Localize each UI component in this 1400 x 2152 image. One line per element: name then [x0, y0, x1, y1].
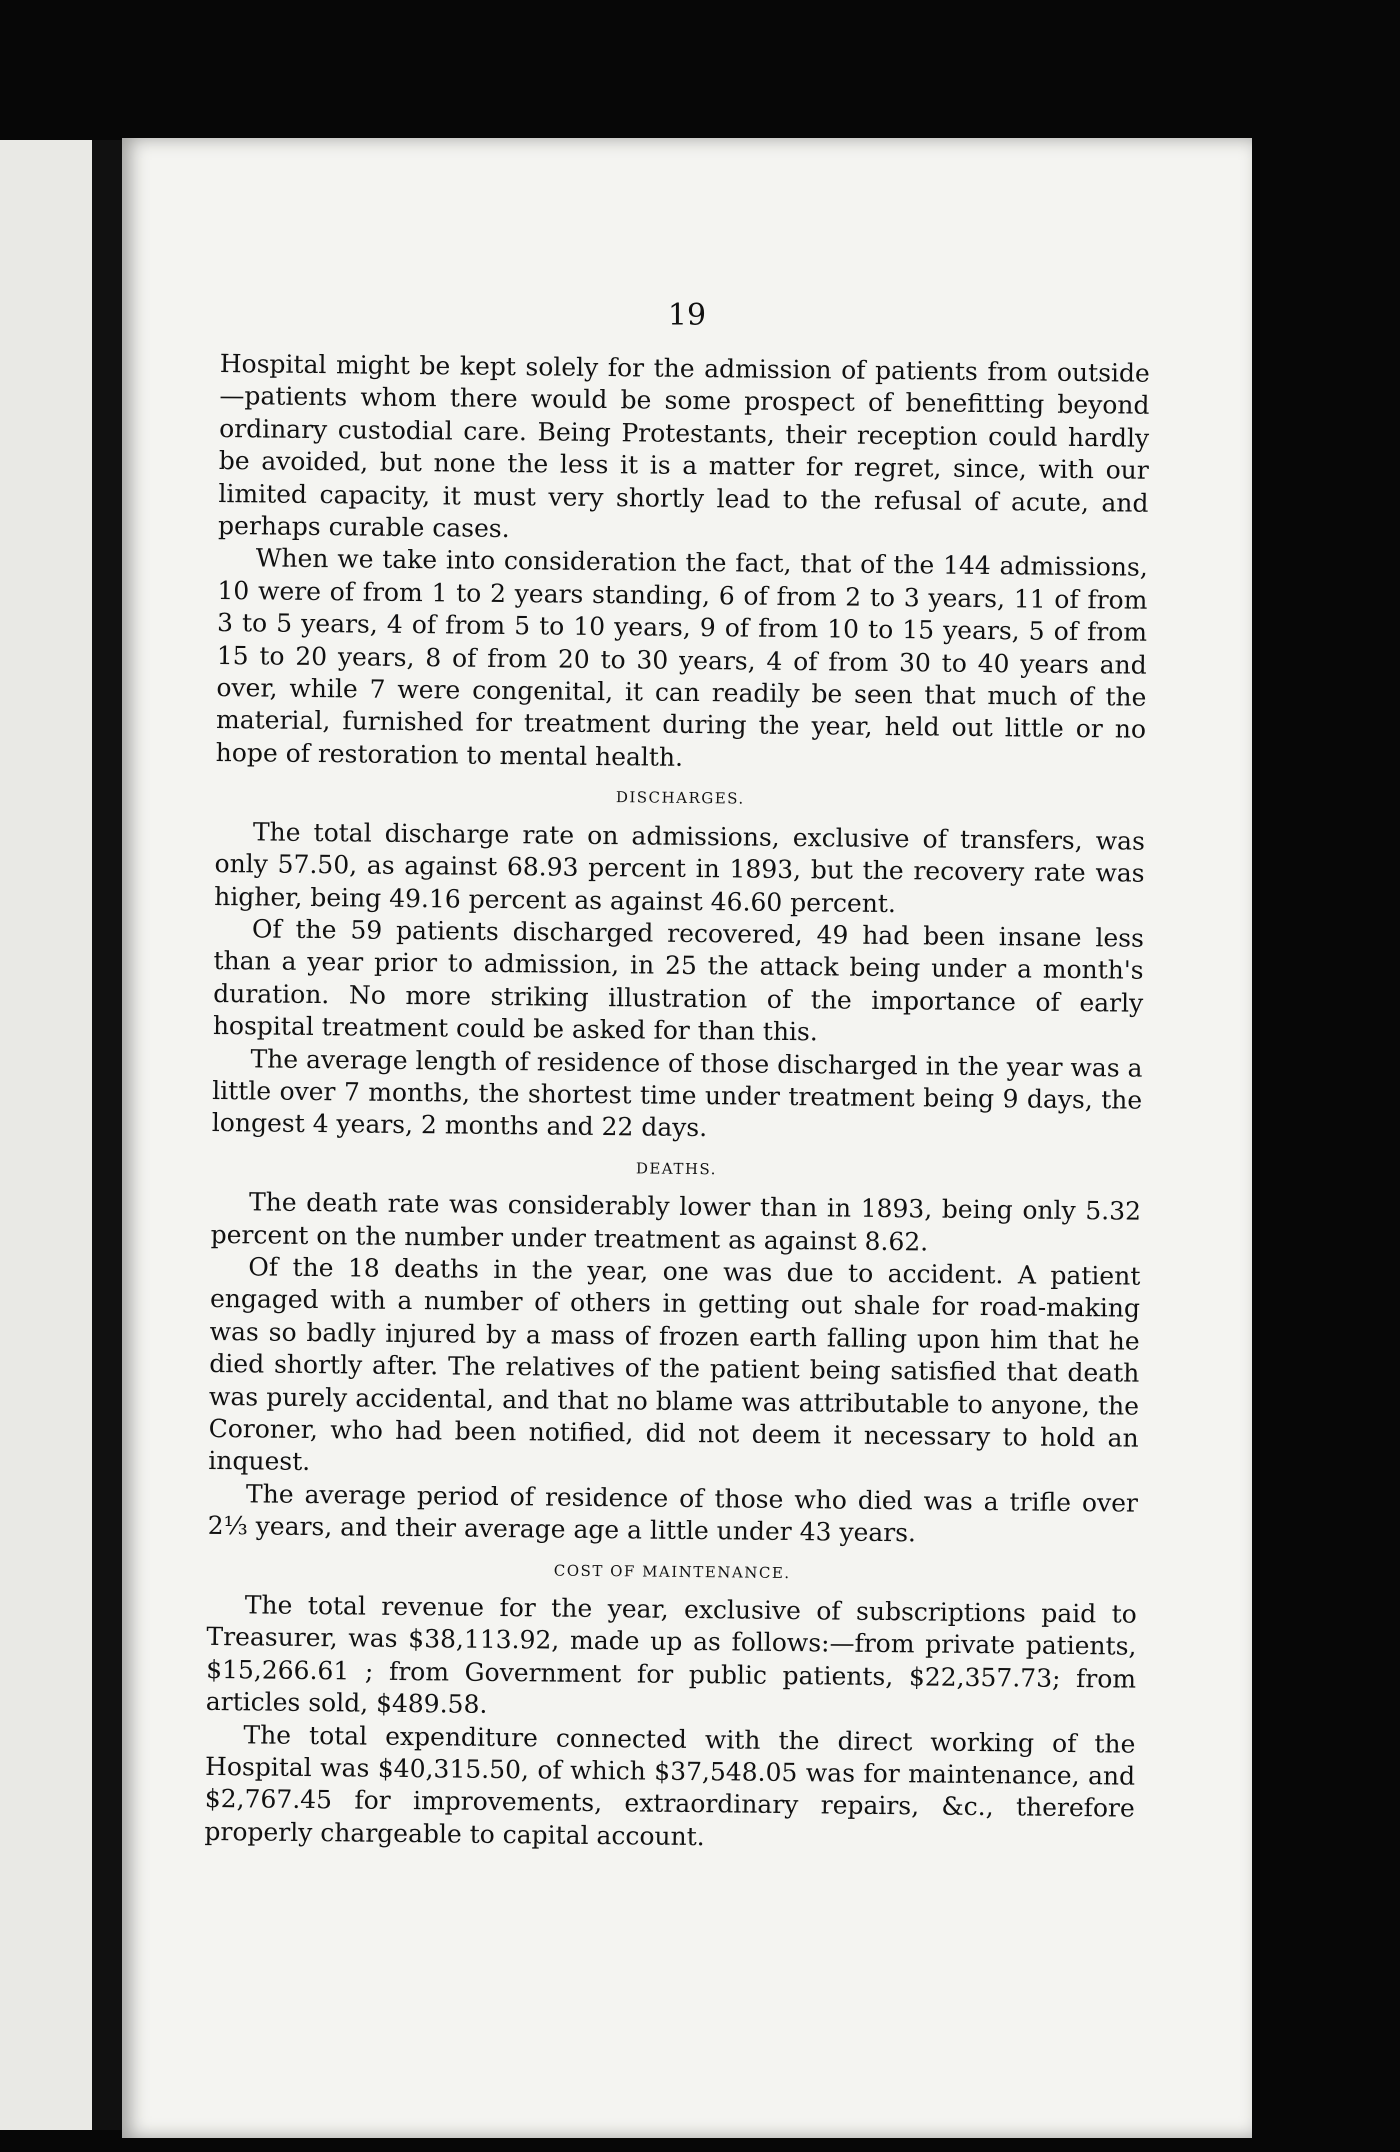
- section-heading-deaths: DEATHS.: [635, 1159, 718, 1178]
- section-heading-discharges: DISCHARGES.: [615, 788, 745, 808]
- book-gutter: [92, 140, 122, 2130]
- previous-page-edge: [0, 140, 92, 2130]
- document-page: [122, 138, 1252, 2138]
- paragraph: The total discharge rate on admissions, exclusive of transfers, was only 57.50, as against 68.93 percent in 1893, but the recovery rate was higher, being 49.16 percent as against 46.60 percent.: [214, 817, 1146, 918]
- paragraph: Of the 59 patients discharged recovered, 49 had been insane less than a year prior to admission, in 25 the attack being under a month's duration. No more striking illustration of the importance of early hospital treatment could be asked for than this.: [212, 914, 1145, 1047]
- paragraph: The average period of residence of those who died was a trifle over 2⅓ years, and their average age a little under 43 years.: [207, 1479, 1139, 1548]
- paragraph: Hospital might be kept solely for the admission of patients from outside—patients whom there would be some prospect of benefitting beyond ordinary custodial care. Being Protestants, their reception could hardly be avoided, but none the less it is a matter for regret, since, with our limited capacity, it must very shortly lead to the refusal of acute, and perhaps curable cases.: [217, 348, 1150, 544]
- section-heading-cost-of-maintenance: COST OF MAINTENANCE.: [553, 1561, 791, 1582]
- paragraph: When we take into consideration the fact, that of the 144 admissions, 10 were of from 1 to 2 years standing, 6 of from 2 to 3 years, 11 of from 3 to 5 years, 4 of from 5 to 10 years, 9 of from 10 to 15 years, 5 of from 15 to 20 years, 8 of from 20 to 30 years, 4 of from 30 to 40 years and over, while 7 were congenital, it can readily be seen that much of the material, furnished for treatment during the year, held out little or no hope of restoration to mental health.: [215, 543, 1148, 772]
- body-text: [204, 348, 1150, 1858]
- paragraph: The total revenue for the year, exclusive of subscriptions paid to Treasurer, was $38,113.92, made up as follows:—from private patients, $15,266.61 ; from Government for public patients, $22,357.73; from articles sold, $489.58.: [205, 1590, 1137, 1720]
- paragraph: The average length of residence of those discharged in the year was a little over 7 months, the shortest time under treatment being 9 days, the longest 4 years, 2 months and 22 days.: [211, 1043, 1143, 1143]
- page-number: 19: [667, 298, 707, 333]
- paragraph: The death rate was considerably lower than in 1893, being only 5.32 percent on the number under treatment as against 8.62.: [210, 1187, 1142, 1257]
- paragraph: Of the 18 deaths in the year, one was due to accident. A patient engaged with a number of others in getting out shale for road-making was so badly injured by a mass of frozen earth falling upon him that he died shortly after. The relatives of the patient being satisfied that death was purely accidental, and that no blame was attributable to anyone, the Coroner, who had been notified, did not deem it necessary to hold an inquest.: [208, 1252, 1141, 1477]
- paragraph: The total expenditure connected with the direct working of the Hospital was $40,315.50, of which $37,548.05 was for maintenance, and $2,767.45 for improvements, extraordinary repairs, &c., therefore properly chargeable to capital account.: [204, 1719, 1136, 1852]
